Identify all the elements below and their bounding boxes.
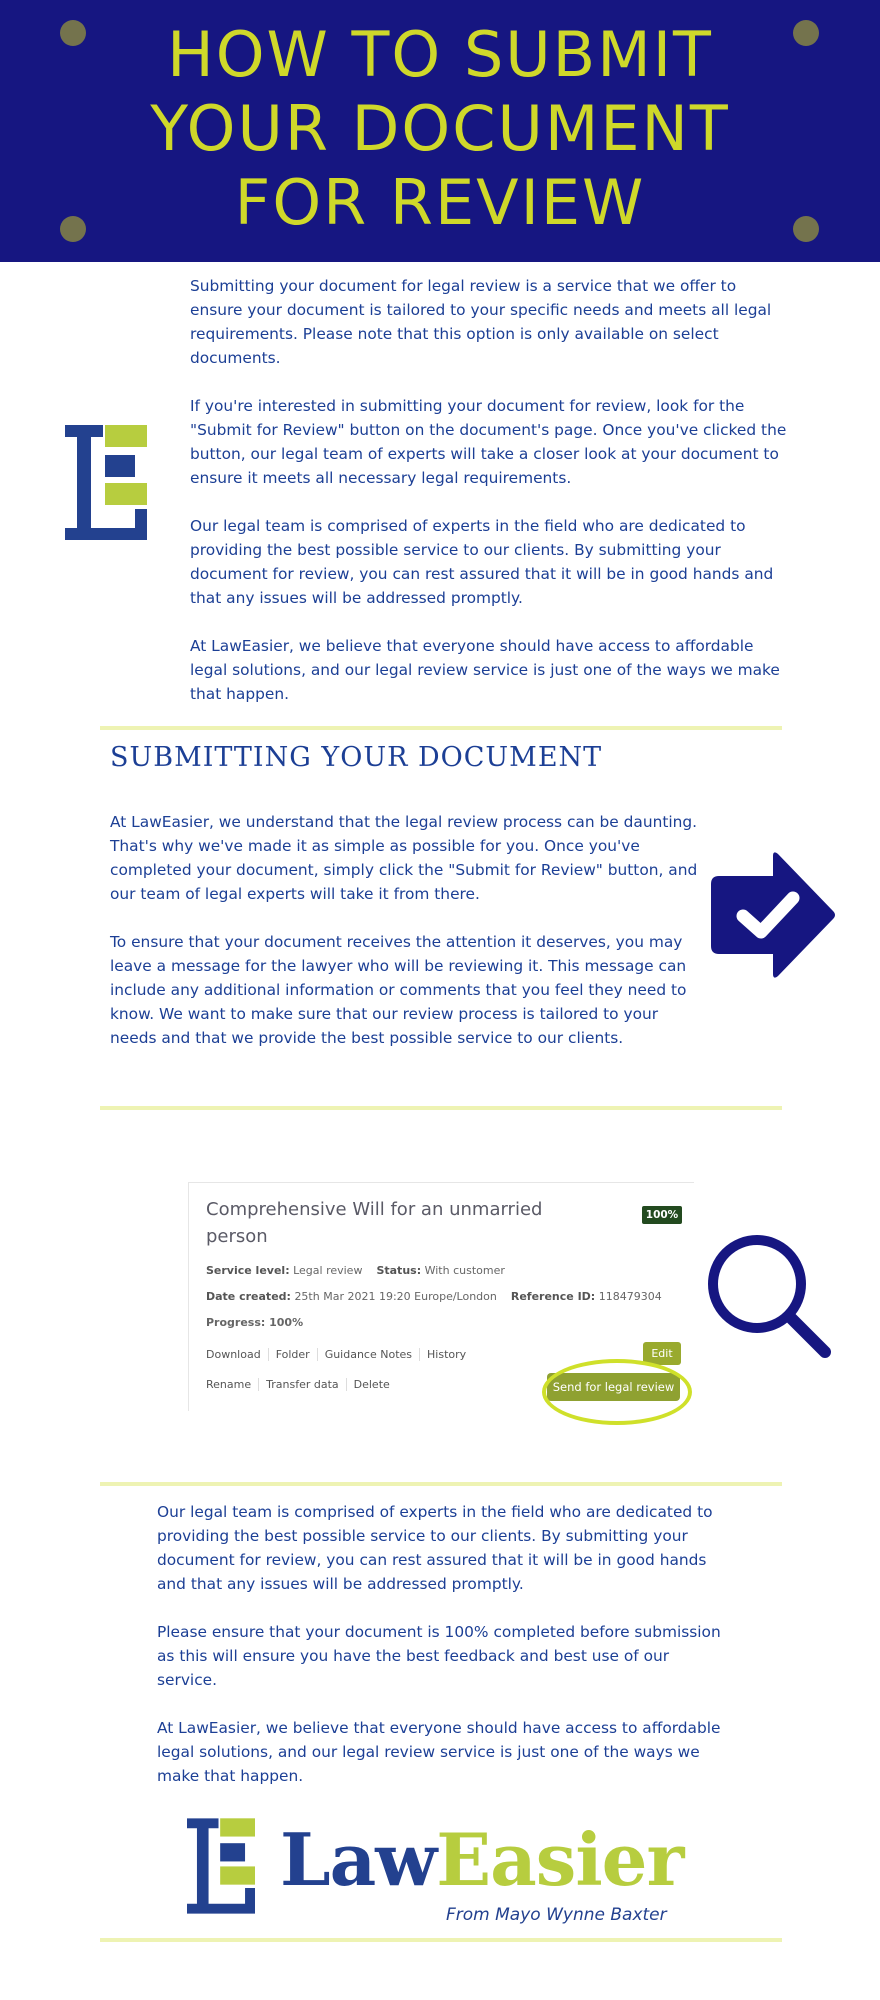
status-label: Status: xyxy=(376,1264,422,1277)
intro-paragraph: Our legal team is comprised of experts in the field who are dedicated to providing the best possible service to our clients. By submitting your document for review, you can rest assured that it will be in good hands and that any issues will be addressed promptly. xyxy=(190,517,774,607)
arrow-check-icon xyxy=(705,850,837,980)
page-title-line: FOR REVIEW xyxy=(234,166,646,239)
intro-paragraph: At LawEasier, we believe that everyone should have access to affordable legal solutions, and our legal review service is just one of the ways we make that happen. xyxy=(190,637,780,703)
service-status-row xyxy=(206,1264,505,1277)
intro-section xyxy=(190,274,790,730)
brand-logo xyxy=(280,1817,684,1902)
history-link[interactable]: History xyxy=(419,1348,473,1361)
brand-tagline: From Mayo Wynne Baxter xyxy=(446,1905,667,1925)
action-links-row xyxy=(206,1373,397,1392)
magnifier-icon xyxy=(705,1232,835,1362)
section-paragraph: To ensure that your document receives the attention it deserves, you may leave a message for the lawyer who will be reviewing it. This message can include any additional information or comments that you feel they need to know. We want to make sure that our review process is tailored to your needs and that we provide the best possible service to our clients. xyxy=(110,933,687,1047)
brand-name-law: Law xyxy=(280,1817,437,1902)
document-title[interactable]: Comprehensive Will for an unmarried person xyxy=(206,1199,543,1247)
intro-paragraph: If you're interested in submitting your document for review, look for the "Submit for Review" button on the document's page. Once you've clicked the button, our legal team of experts will take a closer look at your document to ensure it meets all necessary legal requirements. xyxy=(190,397,787,487)
status-value: With customer xyxy=(424,1264,505,1277)
download-link[interactable]: Download xyxy=(206,1348,261,1361)
date-value: 25th Mar 2021 19:20 Europe/London xyxy=(294,1290,497,1303)
progress-text: Progress: 100% xyxy=(206,1316,304,1329)
logo-e-icon xyxy=(65,425,147,540)
progress-badge: 100% xyxy=(642,1206,682,1224)
rename-link[interactable]: Rename xyxy=(206,1378,252,1391)
edit-button[interactable]: Edit xyxy=(643,1342,681,1365)
transfer-data-link[interactable]: Transfer data xyxy=(258,1378,346,1391)
guidance-notes-link[interactable]: Guidance Notes xyxy=(317,1348,419,1361)
date-ref-row xyxy=(206,1290,662,1303)
outro-paragraph: At LawEasier, we believe that everyone should have access to affordable legal solutions, and our legal review service is just one of the ways we make that happen. xyxy=(157,1719,721,1785)
page-title-line: HOW TO SUBMIT xyxy=(167,18,713,91)
reference-label: Reference ID: xyxy=(510,1290,596,1303)
intro-paragraph: Submitting your document for legal review is a service that we offer to ensure your document is tailored to your specific needs and meets all legal requirements. Please note that this option is only available on select documents. xyxy=(190,277,772,367)
delete-link[interactable]: Delete xyxy=(346,1378,397,1391)
service-level-label: Service level: xyxy=(206,1264,290,1277)
brand-name-easier: Easier xyxy=(436,1817,684,1902)
section-paragraph: At LawEasier, we understand that the legal review process can be daunting. That's why we've made it as simple as possible for you. Once you've completed your document, simply click the "Submit for Review" button, and our team of legal experts will take it from there. xyxy=(110,813,698,903)
divider xyxy=(100,726,782,730)
folder-link[interactable]: Folder xyxy=(268,1348,317,1361)
date-label: Date created: xyxy=(206,1290,291,1303)
action-links-row xyxy=(206,1343,473,1362)
logo-e-icon xyxy=(187,1818,255,1914)
outro-paragraph: Our legal team is comprised of experts in the field who are dedicated to providing the best possible service to our clients. By submitting your document for review, you can rest assured that it will be in good hands and that any issues will be addressed promptly. xyxy=(157,1503,713,1593)
reference-value: 118479304 xyxy=(598,1290,662,1303)
page-title xyxy=(0,18,880,240)
service-level-value: Legal review xyxy=(293,1264,363,1277)
outro-section xyxy=(157,1500,727,1812)
divider xyxy=(100,1482,782,1486)
submit-section xyxy=(110,810,702,1074)
divider xyxy=(100,1938,782,1942)
divider xyxy=(100,1106,782,1110)
outro-paragraph: Please ensure that your document is 100% completed before submission as this will ensure you have the best feedback and best use of our service. xyxy=(157,1623,721,1689)
send-for-legal-review-button[interactable]: Send for legal review xyxy=(547,1373,680,1401)
page-title-line: YOUR DOCUMENT xyxy=(150,92,730,165)
highlight-ring xyxy=(542,1359,692,1425)
section-heading: SUBMITTING YOUR DOCUMENT xyxy=(110,742,603,773)
